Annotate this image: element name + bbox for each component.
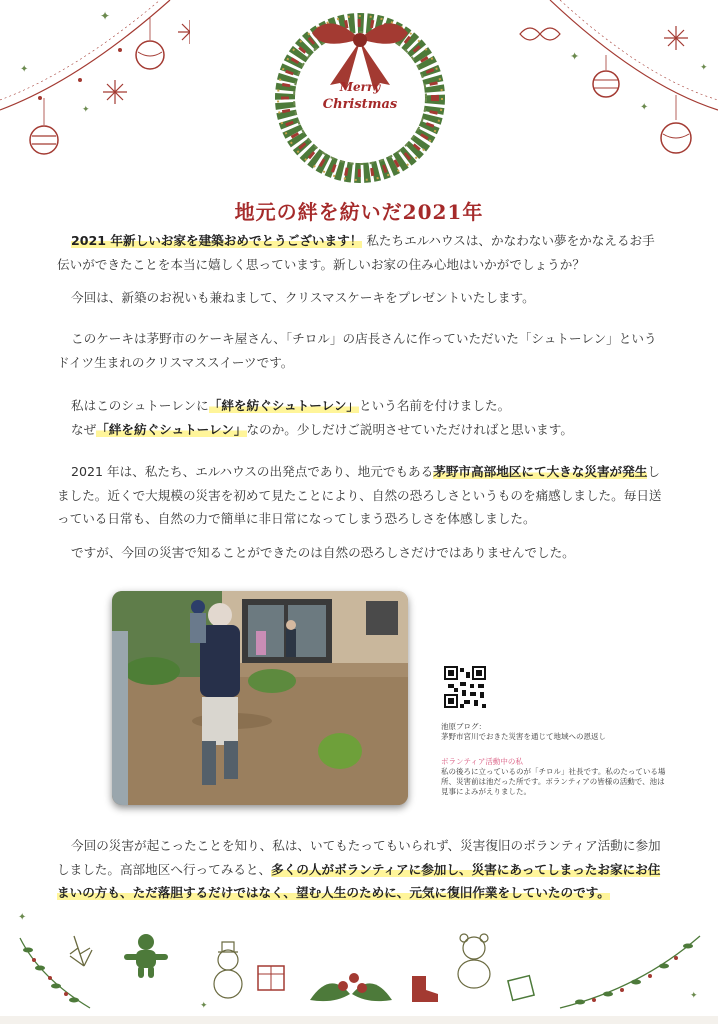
- congratulations-text: 私たちエルハウスは、かなわない夢をかなえるお手伝いができたことを本当に嬉しく思っています。新しいお家の住み心地はいかがでしょうか？: [57, 233, 655, 272]
- paragraph-disaster: [57, 460, 667, 531]
- paragraph-stollen-origin: [57, 327, 667, 374]
- blog-label: 池原ブログ：: [441, 722, 486, 731]
- photo-caption-title: ボランティア活動中の私: [441, 757, 523, 766]
- svg-text:✦: ✦: [570, 50, 580, 63]
- paragraph-cake-gift: [57, 286, 667, 310]
- svg-text:✦: ✦: [20, 64, 29, 75]
- footer-strip: [0, 1016, 718, 1024]
- stollen-name-highlight-2: 「絆を紡ぐシュトーレン」: [96, 421, 247, 437]
- svg-text:✦: ✦: [700, 63, 708, 73]
- stollen-name-text-c: という名前を付けました。: [359, 398, 511, 413]
- paragraph-congratulations: [57, 229, 667, 276]
- wreath-text-line1: Merry: [339, 80, 381, 94]
- svg-text:✦: ✦: [100, 9, 111, 23]
- page-title: 地元の絆を紡いだ2021年: [234, 200, 484, 224]
- blog-reference: [441, 722, 661, 742]
- photo-caption: [441, 757, 666, 797]
- disaster-highlight: 茅野市高部地区にて大きな災害が発生: [433, 464, 648, 479]
- disaster-text-a: 2021 年は、私たち、エルハウスの出発点であり、地元でもある: [71, 464, 434, 479]
- however-text: ですが、今回の災害で知ることができたのは自然の恐ろしさだけではありませんでした。: [71, 545, 575, 560]
- disaster-text-c: しました。近くで大規模の災害を初めて見たことにより、自然の恐ろしさというものを痛感しました。毎日送っている日常も、自然の力で簡単に非日常になってしまう恐ろしさを体感しました。: [57, 464, 662, 526]
- garland-left-decoration: [0, 0, 190, 170]
- stollen-origin-text: このケーキは茅野市のケーキ屋さん、「チロル」の店長さんに作っていただいた「シュトーレン」というドイツ生まれのクリスマススイーツです。: [57, 331, 657, 370]
- bottom-ornaments-decoration: [0, 908, 718, 1016]
- volunteer-photo: [112, 591, 408, 805]
- svg-text:✦: ✦: [82, 105, 90, 115]
- stollen-name-text-f: なのか。少しだけご説明させていただければと思います。: [246, 421, 573, 437]
- stollen-name-text-a: 私はこのシュトーレンに: [71, 398, 209, 413]
- congratulations-highlight: 2021 年新しいお家を建築おめでとうございます！: [71, 233, 363, 248]
- blog-title: 茅野市宮川でおきた災害を通じて地域への恩返し: [441, 732, 606, 741]
- photo-caption-body: 私の後ろに立っているのが「チロル」社長です。私のたっている場所、災害前は池だった所です。ボランティアの皆様の活動で、池は見事によみがえりました。: [441, 767, 666, 796]
- svg-text:✦: ✦: [640, 102, 649, 113]
- paragraph-volunteer: [57, 834, 667, 905]
- svg-text:✦: ✦: [690, 991, 698, 1001]
- svg-text:✦: ✦: [18, 912, 27, 923]
- stollen-name-highlight-1: 「絆を紡ぐシュトーレン」: [208, 398, 360, 413]
- volunteer-text-a: 今回の災害が起こったことを知り、私は、いてもたってもいられず、災害復旧のボランティア活動に参加しました。高部地区へ行ってみると、: [57, 838, 661, 877]
- stollen-name-text-d: なぜ: [71, 421, 97, 437]
- paragraph-however: [57, 541, 667, 565]
- paragraph-stollen-name: [57, 394, 667, 441]
- wreath-text: [265, 78, 455, 114]
- qr-code-icon: [444, 666, 486, 708]
- garland-right-decoration: [510, 0, 718, 170]
- volunteer-highlight: 多くの人がボランティアに参加し、災害にあってしまったお家にお住まいの方も、ただ落胆するだけではなく、望む人生のために、元気に復旧作業をしていたのです。: [57, 861, 661, 900]
- svg-text:✦: ✦: [200, 1001, 208, 1011]
- wreath-text-line2: Christmas: [322, 97, 398, 112]
- cake-gift-text: 今回は、新築のお祝いも兼ねまして、クリスマスケーキをプレゼントいたします。: [71, 290, 535, 305]
